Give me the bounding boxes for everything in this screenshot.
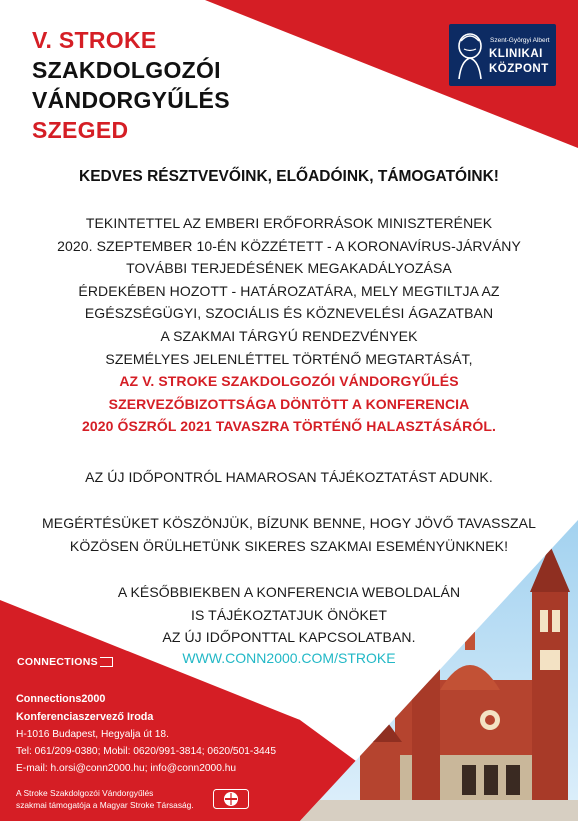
title-line-2: SZAKDOLGOZÓI bbox=[32, 57, 221, 83]
greeting-heading: KEDVES RÉSZTVEVŐINK, ELŐADÓINK, TÁMOGATÓINK! bbox=[79, 168, 499, 185]
paragraph-line: TOVÁBBI TERJEDÉSÉNEK MEGAKADÁLYOZÁSA bbox=[126, 260, 452, 277]
footer-email[interactable]: E-mail: h.orsi@conn2000.hu; info@conn2000.hu bbox=[16, 763, 237, 774]
footer-phone: Tel: 061/209-0380; Mobil: 0620/991-3814; 0620/501-3445 bbox=[16, 746, 276, 757]
connections-mark-icon bbox=[100, 657, 113, 667]
logo-line-1: KLINIKAI bbox=[489, 48, 543, 60]
connections-logo-text: CONNECTIONS bbox=[17, 656, 98, 668]
paragraph-line: A SZAKMAI TÁRGYÚ RENDEZVÉNYEK bbox=[160, 327, 418, 344]
paragraph-line: TEKINTETTEL AZ EMBERI ERŐFORRÁSOK MINISZTERÉNEK bbox=[85, 215, 493, 231]
footer-company: Connections2000 bbox=[16, 693, 106, 705]
paragraph-line: 2020. SZEPTEMBER 10-ÉN KÖZZÉTETT - A KORONAVÍRUS-JÁRVÁNY bbox=[57, 237, 521, 254]
title-line-4: SZEGED bbox=[32, 117, 129, 143]
footer-office: Konferenciaszervező Iroda bbox=[16, 711, 154, 723]
title-line-3: VÁNDORGYŰLÉS bbox=[32, 87, 230, 113]
paragraph-line: A KÉSŐBBIEKBEN A KONFERENCIA WEBOLDALÁN bbox=[117, 584, 461, 600]
website-link[interactable]: WWW.CONN2000.COM/STROKE bbox=[182, 650, 396, 666]
paragraph-line: MEGÉRTÉSÜKET KÖSZÖNJÜK, BÍZUNK BENNE, HOGY JÖVŐ TAVASSZAL bbox=[42, 515, 536, 531]
paragraph-line: EGÉSZSÉGÜGYI, SZOCIÁLIS ÉS KÖZNEVELÉSI ÁGAZATBAN bbox=[84, 305, 494, 322]
stroke-society-emblem-icon bbox=[213, 789, 249, 809]
title-line-1: V. STROKE bbox=[32, 27, 157, 53]
footer-address: H-1016 Budapest, Hegyalja út 18. bbox=[16, 729, 169, 740]
paragraph-line: KÖZÖSEN ÖRÜLHETÜNK SIKERES SZAKMAI ESEMÉNYÜNKNEK! bbox=[69, 537, 509, 554]
footer-support-line-2: szakmai támogatója a Magyar Stroke Társaság. bbox=[16, 800, 194, 810]
info-paragraph bbox=[0, 581, 578, 649]
new-date-paragraph bbox=[0, 466, 578, 489]
connections-logo bbox=[17, 656, 113, 668]
logo-line-2: KÖZPONT bbox=[489, 63, 549, 75]
paragraph-line: SZEMÉLYES JELENLÉTTEL TÖRTÉNŐ MEGTARTÁSÁT, bbox=[105, 350, 473, 367]
paragraph-line: ÉRDEKÉBEN HOZOTT - HATÁROZATÁRA, MELY MEGTILTJA AZ bbox=[78, 282, 500, 299]
logo-subtitle: Szent-Györgyi Albert bbox=[490, 37, 550, 44]
paragraph-line: AZ ÚJ IDŐPONTRÓL HAMAROSAN TÁJÉKOZTATÁST ADUNK. bbox=[85, 469, 493, 485]
highlight-line: AZ V. STROKE SZAKDOLGOZÓI VÁNDORGYŰLÉS bbox=[119, 373, 459, 390]
thanks-paragraph bbox=[0, 512, 578, 557]
announcement-paragraph bbox=[0, 212, 578, 438]
footer-support-line-1: A Stroke Szakdolgozói Vándorgyűlés bbox=[16, 788, 154, 798]
paragraph-line: IS TÁJÉKOZTATJUK ÖNÖKET bbox=[191, 606, 387, 623]
portrait-icon bbox=[453, 29, 487, 81]
klinikai-kozpont-logo bbox=[449, 24, 556, 86]
paragraph-line: AZ ÚJ IDŐPONTTAL KAPCSOLATBAN. bbox=[162, 629, 416, 646]
highlight-line: 2020 ŐSZRŐL 2021 TAVASZRA TÖRTÉNŐ HALASZTÁSÁRÓL. bbox=[82, 418, 496, 435]
highlight-line: SZERVEZŐBIZOTTSÁGA DÖNTÖTT A KONFERENCIA bbox=[108, 395, 470, 412]
